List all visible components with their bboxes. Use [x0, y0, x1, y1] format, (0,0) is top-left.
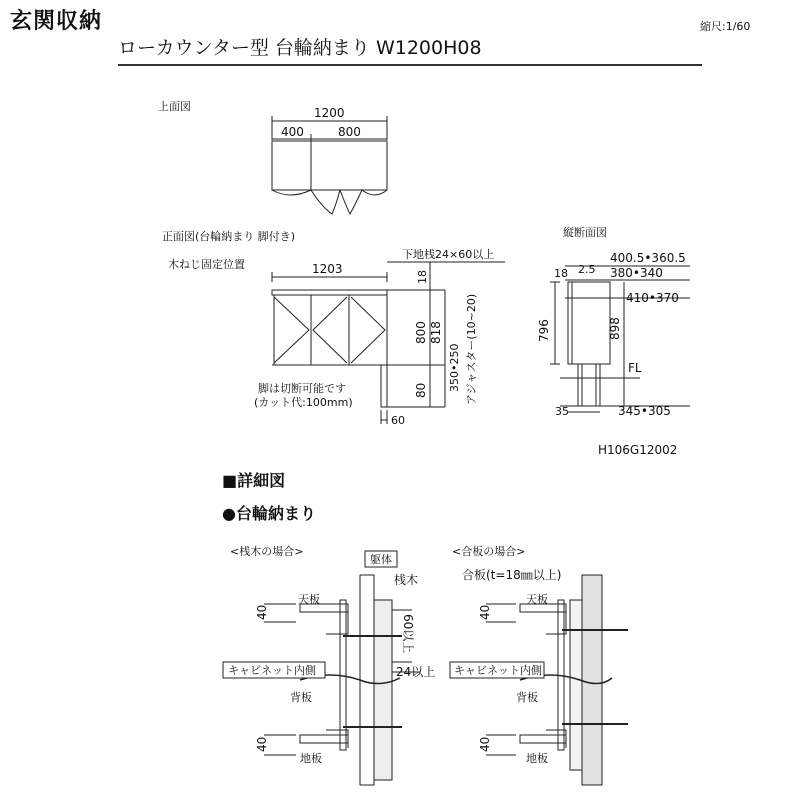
top-board-a: 天板 — [298, 593, 320, 606]
front-top-board — [272, 290, 387, 295]
drawing-code: H106G12002 — [598, 443, 678, 457]
plywood-b — [570, 600, 582, 770]
dim-18: 18 — [416, 270, 429, 284]
section-898: 898 — [608, 317, 622, 340]
leg-note-2: (カット代:100mm) — [254, 396, 353, 409]
dim-800: 800 — [414, 321, 428, 344]
adjuster-label: アジャスター(10~20) — [465, 293, 478, 405]
section-35: 35 — [555, 405, 569, 418]
top-total-width: 1200 — [314, 106, 345, 120]
d24-label: 24以上 — [396, 665, 436, 679]
batten-a — [374, 600, 392, 780]
section-d3: 410•370 — [626, 291, 679, 305]
leg-note-1: 脚は切断可能です — [258, 382, 346, 395]
bottom-board-b: 地板 — [526, 752, 548, 765]
section-title: 縦断面図 — [563, 226, 607, 239]
base-label: 下地桟24×60以上 — [402, 248, 495, 261]
detail-heading: ■詳細図 — [222, 471, 286, 490]
scale-label: 縮尺:1/60 — [700, 20, 751, 33]
front-width: 1203 — [312, 262, 343, 276]
d40-b-bot: 40 — [478, 736, 492, 752]
front-view-title: 正面図(台輪納まり 脚付き) — [162, 230, 296, 243]
front-cabinet-body — [274, 295, 387, 365]
cabinet-inside-b: キャビネット内側 — [454, 664, 542, 677]
body-wall-b — [582, 575, 602, 785]
back-board-a: 背板 — [290, 691, 312, 704]
section-796: 796 — [537, 319, 551, 342]
product-title: ローカウンター型 台輪納まり W1200H08 — [118, 37, 482, 59]
plywood-label: 合板(t=18㎜以上) — [462, 568, 562, 582]
top-view-title: 上面図 — [158, 100, 191, 113]
dim-818: 818 — [429, 321, 443, 344]
detail-subheading: ●台輪納まり — [222, 504, 316, 523]
d60-label: 60以上 — [401, 614, 415, 654]
section-d1: 400.5•360.5 — [610, 251, 686, 265]
d40-a-top: 40 — [255, 604, 269, 620]
category-title: 玄関収納 — [10, 9, 103, 34]
section-d4: 345•305 — [618, 404, 671, 418]
section-fl: FL — [628, 361, 642, 375]
screw-label: 木ねじ固定位置 — [168, 258, 245, 271]
body-label: 躯体 — [370, 553, 392, 566]
case-a-label: <桟木の場合> — [230, 545, 304, 558]
section-gap: 2.5 — [578, 263, 596, 276]
leg-width: 60 — [391, 414, 405, 427]
batten-label: 桟木 — [394, 573, 419, 587]
front-leg — [381, 365, 387, 407]
bottom-board-a: 地板 — [300, 752, 322, 765]
section-d2: 380•340 — [610, 266, 663, 280]
dim-80: 80 — [414, 382, 428, 398]
top-left-width: 400 — [281, 125, 304, 139]
top-board-b: 天板 — [526, 593, 548, 606]
d40-b-top: 40 — [478, 604, 492, 620]
section-cabinet — [568, 282, 610, 364]
back-board-b: 背板 — [516, 691, 538, 704]
dim-350-250: 350•250 — [448, 343, 461, 392]
case-b-label: <合板の場合> — [452, 545, 526, 558]
top-view-body — [272, 141, 387, 190]
d40-a-bot: 40 — [255, 736, 269, 752]
cabinet-inside-a: キャビネット内側 — [228, 664, 316, 677]
section-18: 18 — [554, 267, 568, 280]
top-right-width: 800 — [338, 125, 361, 139]
